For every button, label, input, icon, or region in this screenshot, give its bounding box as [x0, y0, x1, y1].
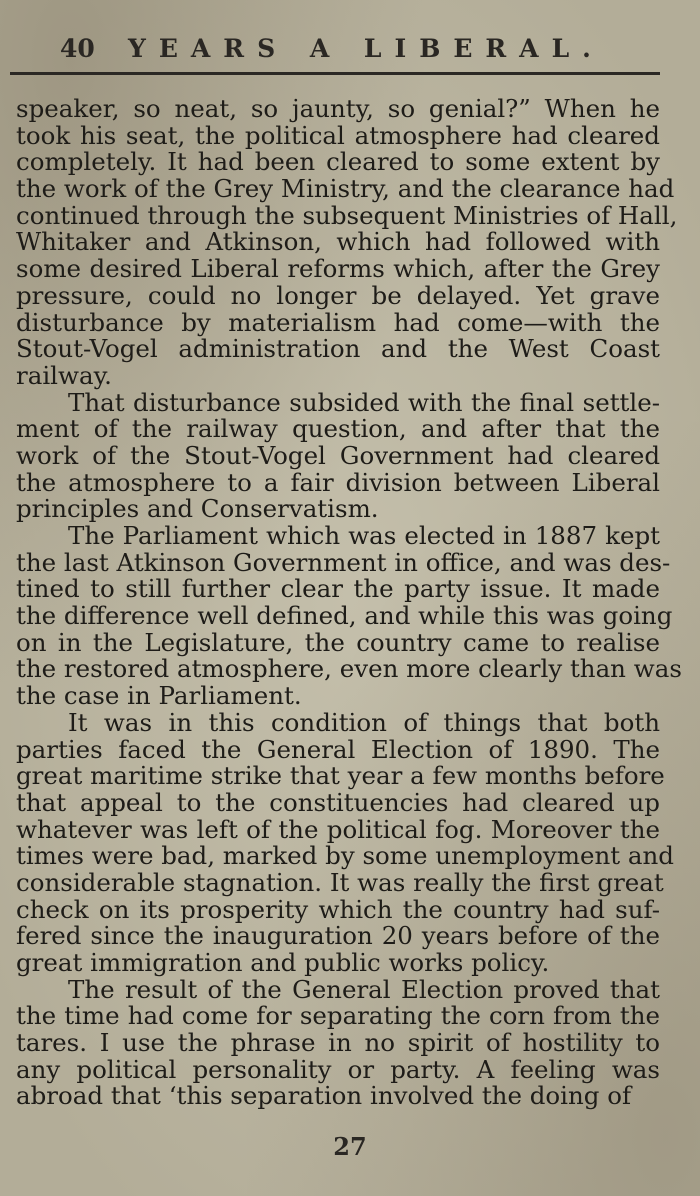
text-line: continued through the subsequent Ministries of Hall, — [16, 200, 678, 230]
text-line: Whitaker and Atkinson, which had followed with — [16, 227, 660, 257]
text-line: the atmosphere to a fair division between Liberal — [16, 467, 660, 497]
text-line: the restored atmosphere, even more clearly than was — [16, 654, 682, 684]
text-line: took his seat, the political atmosphere had cleared — [16, 120, 660, 150]
paragraph — [16, 387, 660, 524]
page-number: 40 — [60, 34, 95, 63]
paragraph — [16, 521, 682, 711]
text-line: the last Atkinson Government in office, and was des- — [16, 547, 671, 577]
text-line: the time had come for separating the corn from the — [16, 1001, 660, 1031]
text-line: pressure, could no longer be delayed. Yet grave — [16, 280, 660, 310]
text-line: some desired Liberal reforms which, after the Grey — [16, 254, 660, 284]
running-title: YEARS A LIBERAL. — [128, 34, 604, 63]
paragraph — [16, 94, 678, 390]
text-line: check on its prosperity which the country had suf- — [16, 894, 660, 924]
text-line: completely. It had been cleared to some extent by — [16, 147, 660, 177]
text-line: the case in Parliament. — [16, 681, 302, 711]
text-line: great maritime strike that year a few months before — [16, 761, 665, 791]
text-line: tined to still further clear the party issue. It made — [16, 574, 660, 604]
text-line: that appeal to the constituencies had cleared up — [16, 787, 660, 817]
text-line: Stout-Vogel administration and the West Coast — [16, 334, 660, 364]
text-line: That disturbance subsided with the final settle- — [68, 387, 660, 417]
text-line: any political personality or party. A feeling was — [16, 1054, 660, 1084]
text-line: parties faced the General Election of 1890. The — [16, 734, 660, 764]
text-line: The result of the General Election proved that — [68, 974, 660, 1004]
text-line: principles and Conservatism. — [16, 494, 379, 524]
text-line: the work of the Grey Ministry, and the clearance had — [16, 174, 675, 204]
text-line: speaker, so neat, so jaunty, so genial?” When he — [16, 94, 660, 123]
body-text — [16, 94, 682, 1111]
running-head — [60, 28, 660, 68]
text-line: tares. I use the phrase in no spirit of hostility to — [16, 1028, 660, 1058]
text-line: considerable stagnation. It was really the first great — [16, 867, 664, 897]
text-line: work of the Stout-Vogel Government had cleared — [16, 440, 660, 470]
text-line: great immigration and public works policy. — [16, 948, 550, 977]
text-line: fered since the inauguration 20 years before of the — [16, 921, 660, 951]
paragraph — [16, 974, 660, 1111]
text-line: railway. — [16, 360, 112, 390]
header-rule — [10, 72, 660, 75]
paragraph — [16, 707, 674, 977]
text-line: ment of the railway question, and after that the — [16, 414, 660, 444]
signature-mark: 27 — [333, 1132, 367, 1161]
text-line: whatever was left of the political fog. Moreover the — [16, 814, 660, 844]
text-line: on in the Legislature, the country came to realise — [16, 627, 660, 657]
text-line: disturbance by materialism had come—with the — [16, 307, 660, 337]
text-line: It was in this condition of things that both — [68, 707, 660, 737]
text-line: times were bad, marked by some unemployment and — [16, 841, 674, 871]
text-line: abroad that ‘this separation involved the doing of — [16, 1081, 632, 1111]
text-line: the difference well defined, and while this was going — [16, 601, 673, 631]
text-line: The Parliament which was elected in 1887 kept — [68, 521, 660, 550]
